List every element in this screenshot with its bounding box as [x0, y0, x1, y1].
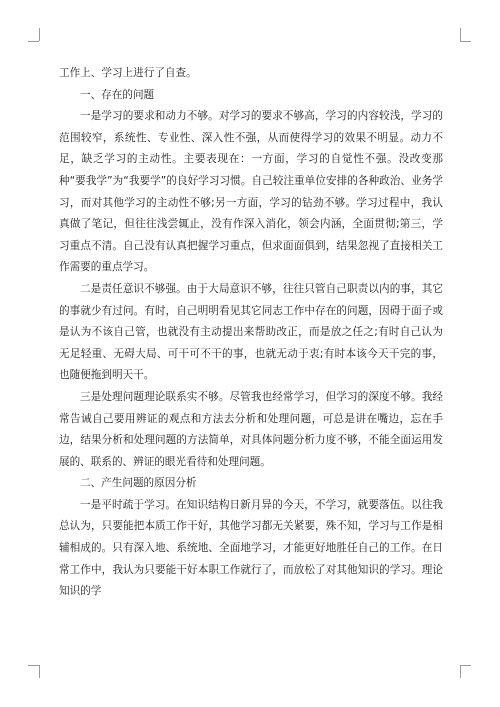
paragraph-responsibility: 二是责任意识不够强。由于大局意识不够，往往只管自己职责以内的事，其它的事就少有过问。有时，自己明明看见其它同志工作中存在的问题，因碍于面子或是认为不该自己管，也就没有主动提出来帮助改正，而是放之任之;有时自己认为无足轻重、无碍大局、可干可不干的事，也就无动于衷;有时本该今天干完的事，也随便拖到明天干。	[59, 282, 443, 382]
crop-mark-top-right	[460, 41, 471, 42]
crop-mark-top-left	[39, 28, 40, 41]
crop-mark-bottom-left	[28, 665, 39, 666]
paragraph-neglect-learning: 一是平时疏于学习。在知识结构日新月异的今天，不学习，就要落伍。以往我总认为，只要能把本质工作干好，其他学习都无关紧要，殊不知，学习与工作是相辅相成的。只有深入地、系统地、全面地学习，才能更好地胜任自己的工作。在日常工作中，我认为只要能干好本职工作就行了，而放松了对其他知识的学习。理论知识的学	[59, 498, 443, 598]
section-heading-problems: 一、存在的问题	[80, 88, 155, 101]
crop-mark-top-right	[460, 28, 461, 41]
document-body	[59, 63, 443, 603]
paragraph-theory-practice: 三是处理问题理论联系实不够。尽管我也经常学习，但学习的深度不够。我经常告诫自己要用辨证的观点和方法去分析和处理问题，可总是讲在嘴边，忘在手边，结果分析和处理问题的方法简单，对具体问题分析力度不够，不能全面运用发展的、联系的、辨证的眼光看待和处理问题。	[59, 390, 443, 468]
crop-mark-bottom-left	[39, 665, 40, 678]
crop-mark-top-left	[28, 41, 39, 42]
paragraph-learning-motivation: 一是学习的要求和动力不够。对学习的要求不够高，学习的内容较浅，学习的范围较窄，系统性、专业性、深入性不强，从而使得学习的效果不明显。动力不足，缺乏学习的主动性。主要表现在：一方面，学习的自觉性不强。没改变那种“要我学”为“我要学”的良好学习习惯。自己较注重单位安排的各种政治、业务学习，而对其他学习的主动性不够;另一方面，学习的钻劲不够。学习过程中，我认真做了笔记，但往往浅尝辄止，没有作深入消化，领会内涵，全面贯彻;第三，学习重点不清。自己没有认真把握学习重点，但求面面俱到，结果忽视了直接相关工作需要的重点学习。	[59, 110, 443, 274]
crop-mark-bottom-right	[460, 665, 471, 666]
section-heading-causes: 二、产生问题的原因分析	[80, 477, 197, 490]
paragraph-intro: 工作上、学习上进行了自查。	[59, 67, 197, 79]
crop-mark-bottom-right	[460, 665, 461, 678]
